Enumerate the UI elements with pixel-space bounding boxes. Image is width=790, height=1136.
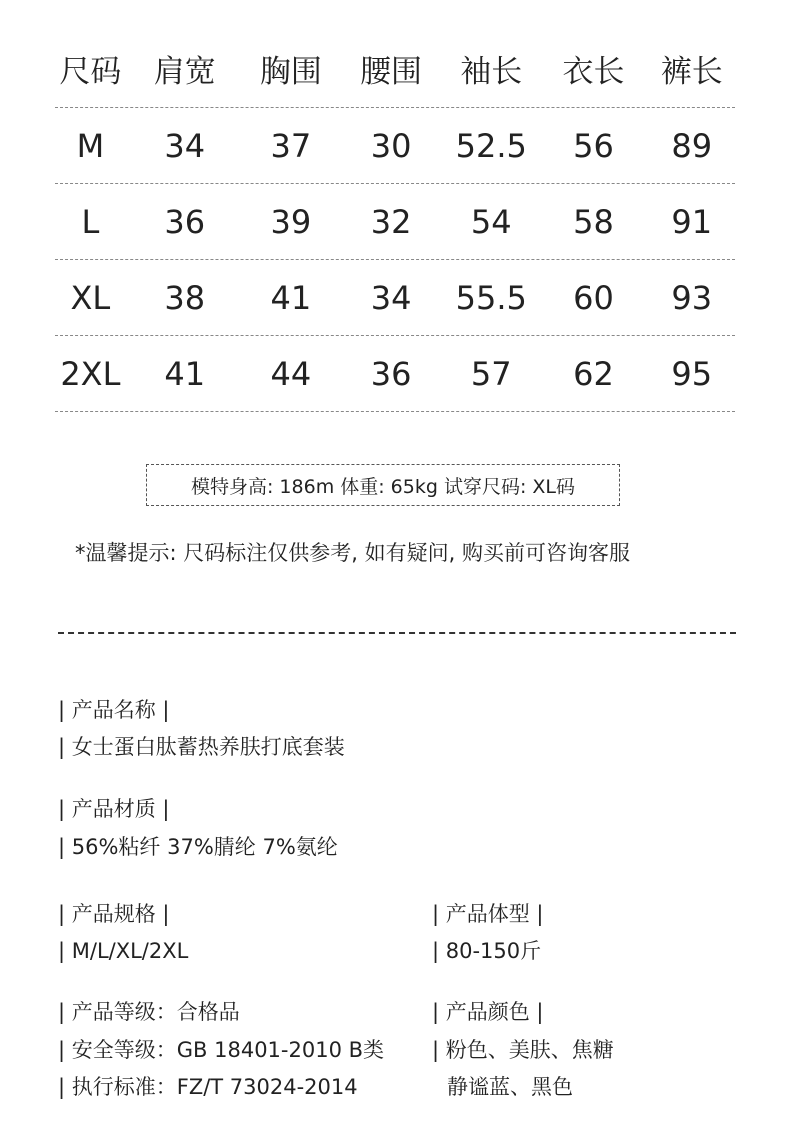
table-cell: 57 <box>470 354 512 393</box>
table-cell: 36 <box>370 354 412 393</box>
size-table <box>55 30 735 412</box>
table-cell: 41 <box>270 278 312 317</box>
table-cell: 56 <box>573 126 614 165</box>
product-material-label: | 产品材质 | <box>58 797 170 821</box>
table-cell: 93 <box>671 278 713 317</box>
table-row <box>55 260 735 336</box>
product-material-value: | 56%粘纤 37%腈纶 7%氨纶 <box>58 835 338 859</box>
table-row <box>55 336 735 412</box>
product-body-label: | 产品体型 | <box>432 902 544 926</box>
model-info-box <box>146 464 620 506</box>
product-grade-line: | 产品等级：合格品 <box>58 1000 240 1024</box>
table-cell: 34 <box>370 278 412 317</box>
table-row <box>55 108 735 184</box>
table-cell: 36 <box>164 202 206 241</box>
table-cell: 39 <box>270 202 312 241</box>
table-cell: M <box>76 126 105 165</box>
table-cell: 58 <box>573 202 614 241</box>
product-color-label: | 产品颜色 | <box>432 1000 544 1024</box>
size-tip: *温馨提示: 尺码标注仅供参考, 如有疑问, 购买前可咨询客服 <box>75 541 630 565</box>
header-sleeve: 袖长 <box>460 54 523 90</box>
product-spec-value: | M/L/XL/2XL <box>58 939 189 963</box>
header-waist: 腰围 <box>360 54 423 90</box>
model-info-text: 模特身高: 186m 体重: 65kg 试穿尺码: XL码 <box>190 475 576 498</box>
product-name-label: | 产品名称 | <box>58 698 170 722</box>
header-shoulder: 肩宽 <box>153 54 216 90</box>
table-cell: 41 <box>164 354 206 393</box>
product-body-value: | 80-150斤 <box>432 939 542 963</box>
table-cell: 2XL <box>60 354 121 393</box>
product-spec-label: | 产品规格 | <box>58 902 170 926</box>
table-cell: 44 <box>270 354 312 393</box>
header-size: 尺码 <box>59 54 122 90</box>
header-top-length: 衣长 <box>562 54 625 90</box>
product-color-value-1: | 粉色、美肤、焦糖 <box>432 1038 614 1062</box>
section-divider <box>58 632 736 634</box>
table-cell: 38 <box>164 278 206 317</box>
table-cell: 62 <box>573 354 614 393</box>
product-safety-line: | 安全等级：GB 18401-2010 B类 <box>58 1038 385 1062</box>
table-cell: 37 <box>270 126 312 165</box>
table-cell: 95 <box>671 354 713 393</box>
table-cell: 54 <box>470 202 512 241</box>
product-name-value: | 女士蛋白肽蓄热养肤打底套装 <box>58 735 345 759</box>
size-table-header <box>55 30 735 108</box>
table-cell: 89 <box>671 126 713 165</box>
table-cell: 91 <box>671 202 713 241</box>
table-cell: 60 <box>573 278 614 317</box>
table-cell: 52.5 <box>455 126 527 165</box>
header-chest: 胸围 <box>259 54 322 90</box>
table-cell: XL <box>70 278 111 317</box>
product-color-value-2: 静谧蓝、黑色 <box>447 1075 573 1099</box>
table-cell: 34 <box>164 126 206 165</box>
table-cell: 30 <box>370 126 412 165</box>
table-cell: 55.5 <box>455 278 527 317</box>
header-pants-length: 裤长 <box>660 54 723 90</box>
table-cell: L <box>81 202 100 241</box>
table-cell: 32 <box>370 202 412 241</box>
table-row <box>55 184 735 260</box>
product-standard-line: | 执行标准：FZ/T 73024-2014 <box>58 1075 358 1099</box>
